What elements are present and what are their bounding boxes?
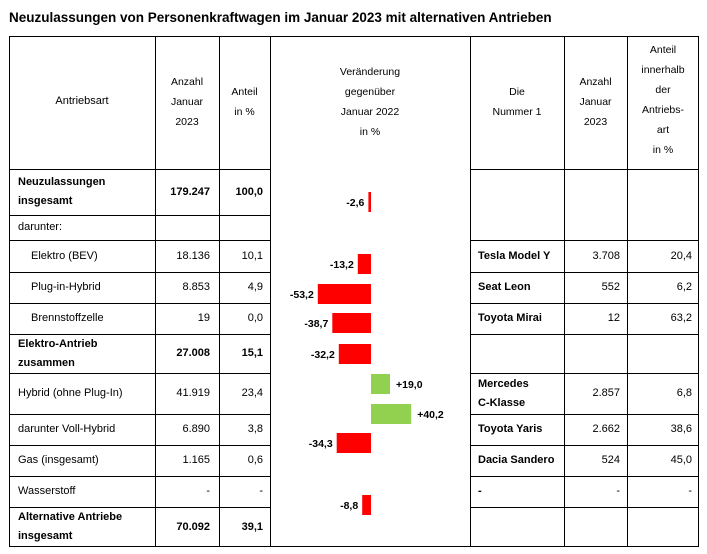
row-anzahl: 70.092 <box>176 520 210 533</box>
header-nummer1-line: Die <box>509 86 525 98</box>
change-bar <box>332 313 371 333</box>
row-anteil: 39,1 <box>241 520 263 533</box>
row-label-line: Hybrid (ohne Plug-In) <box>18 387 123 399</box>
row-anzahl: - <box>206 485 210 497</box>
model-name-line: Toyota Mirai <box>478 312 542 324</box>
header-anteil-antriebsart-line: Antriebs- <box>641 104 684 116</box>
model-name-line: C-Klasse <box>478 396 526 409</box>
row-label-line: Alternative Antriebe <box>18 511 123 523</box>
header-veraenderung-line: gegenüber <box>344 86 396 98</box>
row-anteil: 15,1 <box>241 347 263 359</box>
row-anzahl: 6.890 <box>182 423 210 435</box>
row-label-line: Wasserstoff <box>18 485 76 497</box>
change-bar <box>362 495 371 515</box>
header-anteil-antriebsart-line: der <box>655 84 671 96</box>
model-name-line: Seat Leon <box>478 281 531 293</box>
model-anteil: 45,0 <box>670 454 692 466</box>
row-anteil: 4,9 <box>247 281 263 293</box>
change-bar <box>337 433 371 453</box>
model-anzahl: 3.708 <box>592 249 620 262</box>
change-bar <box>339 344 371 364</box>
row-anzahl: 27.008 <box>176 347 210 359</box>
model-anzahl: 2.857 <box>592 387 620 399</box>
row-label-line: Elektro (BEV) <box>31 249 98 262</box>
change-label: -13,2 <box>329 259 354 271</box>
page-title: Neuzulassungen von Personenkraftwagen im Januar 2023 mit alternativen Antrieben <box>9 10 552 25</box>
change-label: -32,2 <box>310 349 335 361</box>
change-label: +19,0 <box>396 379 423 391</box>
change-label: -53,2 <box>289 289 314 301</box>
change-label: +40,2 <box>417 409 444 421</box>
header-veraenderung-line: Januar 2022 <box>340 106 400 118</box>
model-anteil: 6,2 <box>676 281 692 293</box>
model-anzahl: 552 <box>601 281 620 293</box>
model-anteil: - <box>688 485 692 497</box>
row-anteil: - <box>259 485 263 497</box>
model-anteil: 63,2 <box>670 312 692 324</box>
row-anzahl: 1.165 <box>182 454 210 466</box>
model-name-line: Mercedes <box>478 377 529 390</box>
row-label-line: darunter: <box>18 221 63 233</box>
header-anteil-antriebsart-line: in % <box>652 144 674 156</box>
header-veraenderung-line: in % <box>359 126 381 138</box>
model-name-line: - <box>478 485 482 497</box>
change-label: -2,6 <box>346 197 365 209</box>
row-label-line: Plug-in-Hybrid <box>31 281 101 293</box>
change-bar <box>371 404 411 424</box>
row-anteil: 0,0 <box>247 312 263 324</box>
row-label-line: Brennstoffzelle <box>31 312 104 324</box>
row-anteil: 0,6 <box>247 454 263 466</box>
change-label: -38,7 <box>304 318 329 330</box>
header-anzahl-line: Januar <box>170 96 204 108</box>
header-veraenderung-line: Veränderung <box>339 66 401 78</box>
header-anteil-antriebsart-line: art <box>656 124 670 136</box>
row-label-line: insgesamt <box>18 530 73 542</box>
header-anteil-antriebsart-line: Anteil <box>649 44 677 56</box>
header-nummer1-line: Nummer 1 <box>492 106 542 118</box>
model-anteil: 6,8 <box>676 387 692 399</box>
row-label-line: Neuzulassungen <box>18 176 106 188</box>
header-anteil-line: Anteil <box>231 86 258 98</box>
header-anzahl-line: 2023 <box>175 116 199 128</box>
row-anteil: 3,8 <box>247 423 263 435</box>
model-name-line: Toyota Yaris <box>478 423 543 435</box>
model-anzahl: 12 <box>607 312 620 324</box>
row-label-line: Elektro-Antrieb <box>18 337 98 350</box>
row-anzahl: 8.853 <box>182 281 210 293</box>
header-anteil-line: in % <box>234 106 255 118</box>
model-name-line: Tesla Model Y <box>478 249 551 262</box>
row-label-line: Gas (insgesamt) <box>18 454 99 466</box>
model-anzahl: 2.662 <box>592 423 620 435</box>
change-bar <box>358 254 371 274</box>
model-name-line: Dacia Sandero <box>478 454 555 466</box>
header-anteil-antriebsart-line: innerhalb <box>641 64 685 76</box>
header-anzahl-modell-line: Anzahl <box>579 76 612 88</box>
model-anzahl: 524 <box>601 454 620 466</box>
row-label-line: insgesamt <box>18 195 73 207</box>
row-label-line: zusammen <box>18 356 75 369</box>
row-anteil: 23,4 <box>241 387 263 399</box>
row-anzahl: 179.247 <box>170 185 210 198</box>
row-anteil: 100,0 <box>235 185 263 198</box>
header-antriebsart: Antriebsart <box>55 95 109 107</box>
model-anteil: 38,6 <box>670 423 692 435</box>
change-bar <box>368 192 371 212</box>
change-bar <box>371 374 390 394</box>
model-anteil: 20,4 <box>670 249 692 262</box>
row-anzahl: 41.919 <box>176 387 210 399</box>
change-bar <box>318 284 371 304</box>
model-anzahl: - <box>616 485 620 497</box>
row-label-line: darunter Voll-Hybrid <box>18 423 116 435</box>
header-anzahl-modell-line: Januar <box>579 96 612 108</box>
row-anzahl: 19 <box>197 312 210 324</box>
header-anzahl-line: Anzahl <box>170 76 204 88</box>
change-label: -34,3 <box>308 438 333 450</box>
row-anteil: 10,1 <box>241 249 263 262</box>
change-label: -8,8 <box>340 500 359 512</box>
header-anzahl-modell-line: 2023 <box>583 116 608 128</box>
row-anzahl: 18.136 <box>176 249 210 262</box>
